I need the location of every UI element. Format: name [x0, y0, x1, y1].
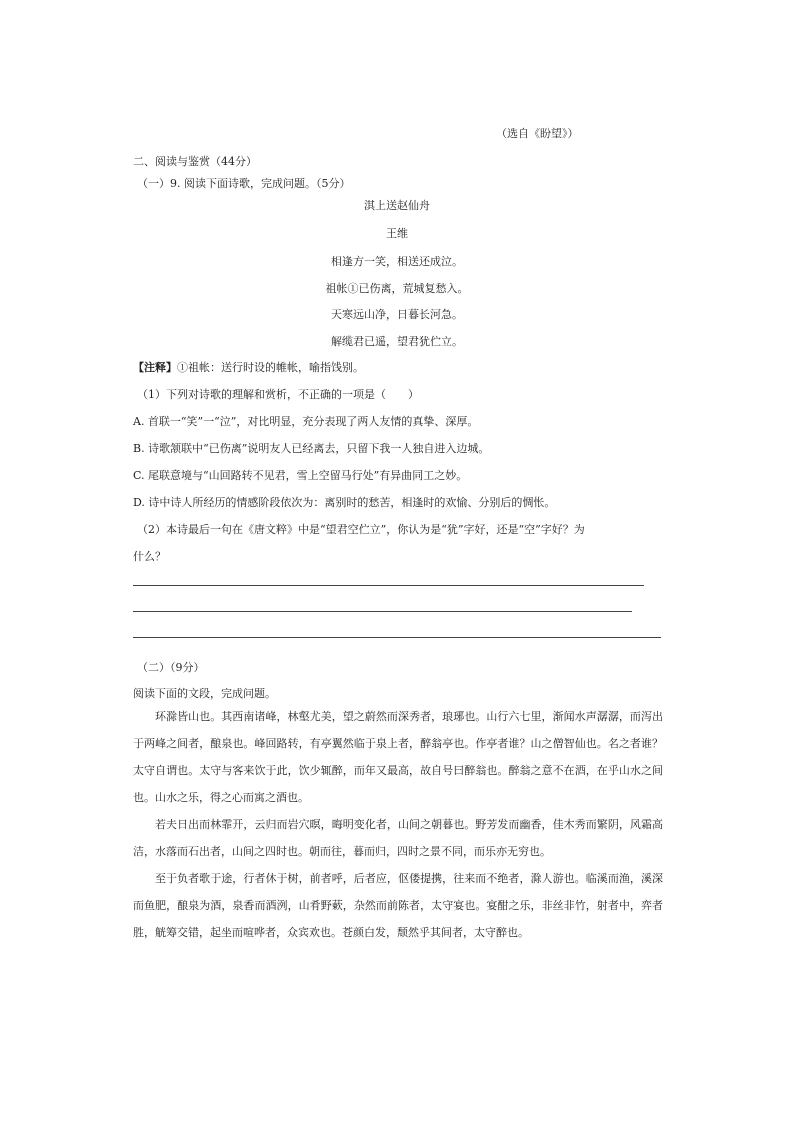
- note-label: 【注释】: [133, 361, 177, 374]
- question-2-line2: 什么？: [133, 550, 166, 563]
- passage-paragraph: 至于负者歌于途，行者休于树，前者呼，后者应，伛偻提携，往来而不绝者，滁人游也。临溪而渔，溪深而鱼肥，酿泉为酒，泉香而酒洌，山肴野蔌，杂然而前陈者，太守宴也。宴酣之乐，非丝非竹，射者中，弈者胜，觥筹交错，起坐而喧哗者，众宾欢也。苍颜白发，颓然乎其间者，太守醉也。: [133, 872, 663, 939]
- section-title: 二、阅读与鉴赏（44分）: [133, 155, 257, 168]
- answer-line[interactable]: [133, 611, 632, 612]
- answer-line[interactable]: [133, 585, 644, 586]
- option-b: B. 诗歌颔联中“已伤离”说明友人已经离去，只留下我一人独自进入边城。: [133, 442, 490, 455]
- part2-title: （二）（9分）: [137, 661, 205, 674]
- question-1: （1）下列对诗歌的理解和赏析，不正确的一项是（ ）: [137, 388, 419, 401]
- question-2-line1: （2）本诗最后一句在《唐文粹》中是“望君空伫立”，你认为是“犹”字好，还是“空”字好？为: [137, 523, 585, 536]
- poem-line: 天寒远山净，日暮长河急。: [331, 308, 463, 321]
- option-a: A. 首联一“笑”一“泣”，对比明显，充分表现了两人友情的真挚、深厚。: [133, 415, 479, 428]
- poem-line: 祖帐①已伤离，荒城复愁入。: [325, 282, 469, 295]
- answer-line[interactable]: [133, 637, 661, 638]
- part1-title: （一）9. 阅读下面诗歌，完成问题。（5分）: [137, 177, 351, 190]
- poem-note: [133, 359, 364, 375]
- passage-paragraph: 环滁皆山也。其西南诸峰，林壑尤美，望之蔚然而深秀者，琅琊也。山行六七里，渐闻水声潺潺，而泻出于两峰之间者，酿泉也。峰回路转，有亭翼然临于泉上者，醉翁亭也。作亭者谁？山之僧智仙也。名之者谁？太守自谓也。太守与客来饮于此，饮少辄醉，而年又最高，故自号曰醉翁也。醉翁之意不在酒，在乎山水之间也。山水之乐，得之心而寓之酒也。: [133, 710, 663, 804]
- part2-instruction: 阅读下面的文段，完成问题。: [133, 687, 276, 700]
- poem-line: 解缆君已遥，望君犹伫立。: [331, 335, 463, 348]
- note-text: ①祖帐：送行时设的帷帐，喻指饯别。: [177, 361, 364, 374]
- source-citation: （选自《盼望》）: [496, 127, 579, 140]
- option-c: C. 尾联意境与“山回路转不见君，雪上空留马行处”有异曲同工之妙。: [133, 469, 468, 482]
- option-d: D. 诗中诗人所经历的情感阶段依次为：离别时的愁苦，相逢时的欢愉、分别后的惆怅。: [133, 496, 556, 509]
- passage-paragraph: 若夫日出而林霏开，云归而岩穴暝，晦明变化者，山间之朝暮也。野芳发而幽香，佳木秀而繁阴，风霜高洁，水落而石出者，山间之四时也。朝而往，暮而归，四时之景不同，而乐亦无穷也。: [133, 818, 663, 858]
- poem-title: 淇上送赵仙舟: [364, 199, 430, 212]
- poem-line: 相逢方一笑，相送还成泣。: [331, 255, 463, 268]
- poem-author: 王维: [386, 227, 408, 240]
